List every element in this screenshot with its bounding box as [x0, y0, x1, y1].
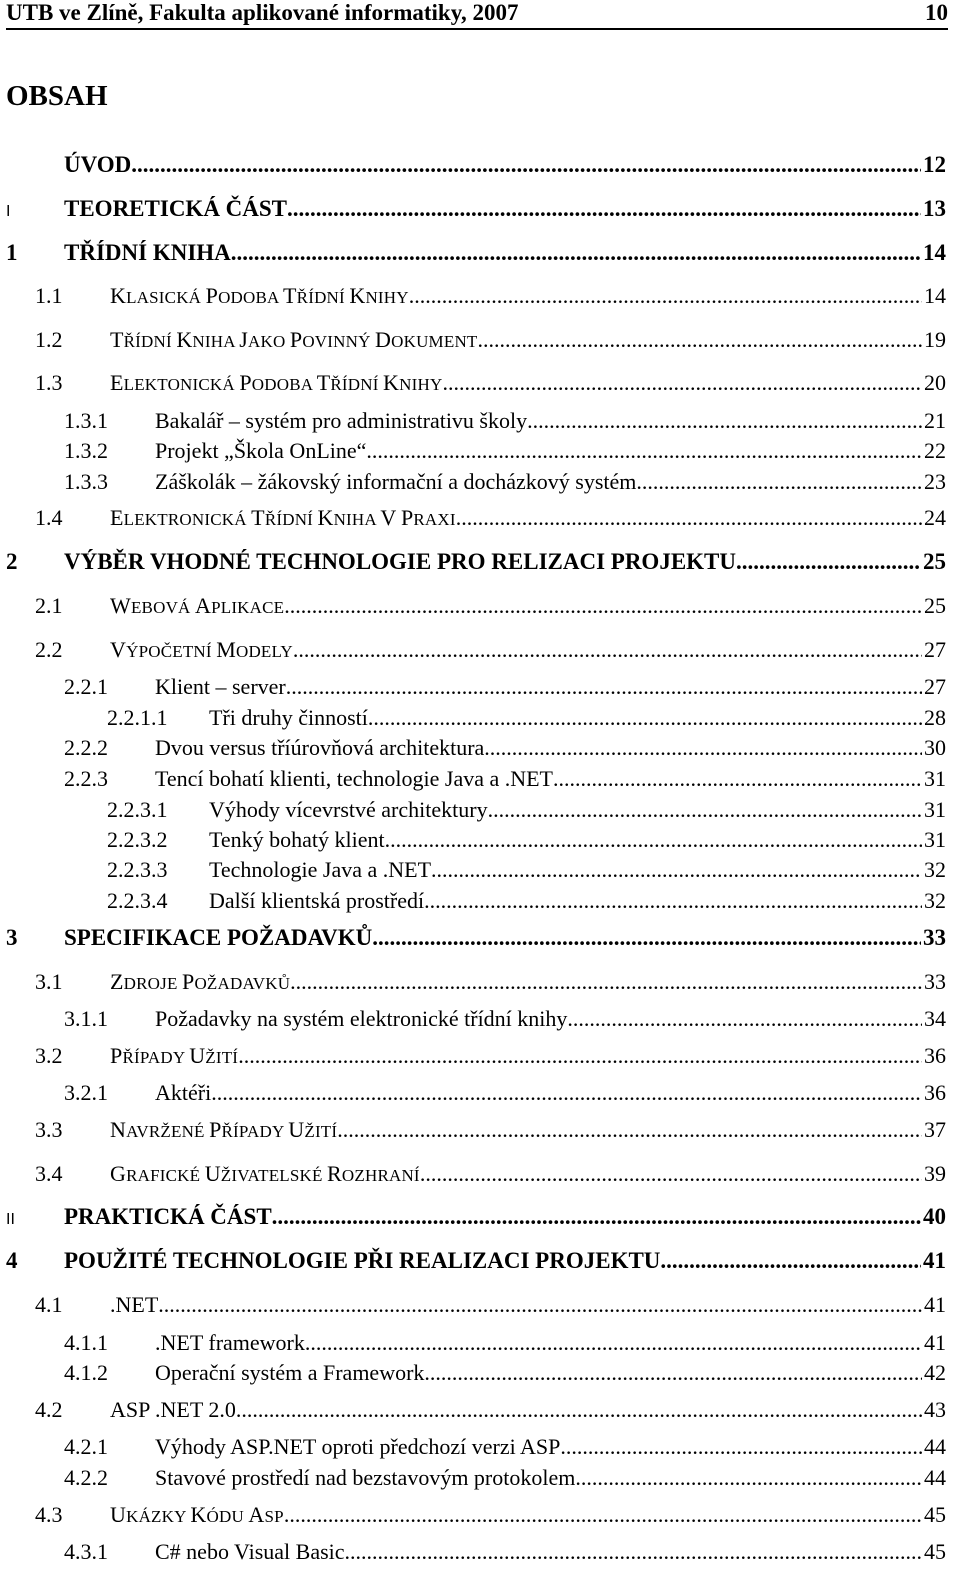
toc-entry-page: 14: [923, 240, 946, 265]
header-page-number: 10: [925, 0, 948, 25]
toc-entry-number: 4.2.1: [64, 1434, 108, 1459]
toc-leader-dots: [478, 327, 922, 353]
toc-entry-page: 13: [923, 196, 946, 221]
toc-entry-title: Tři druhy činností: [209, 705, 368, 730]
toc-entry: [64, 735, 946, 765]
toc-entry-title: SPECIFIKACE POŽADAVKŮ: [64, 925, 373, 950]
toc-entry-page: 45: [924, 1539, 946, 1564]
toc-leader-dots: [284, 1502, 922, 1528]
toc-entry-page: 21: [924, 408, 946, 433]
toc-entry: [64, 438, 946, 468]
toc-entry-page: 27: [924, 637, 946, 662]
toc-entry-number: 3.1: [35, 969, 63, 994]
toc-entry-page: 33: [923, 925, 946, 950]
toc-entry-page: 42: [924, 1360, 946, 1385]
toc-entry-title: Další klientská prostředí: [209, 888, 425, 913]
toc-leader-dots: [286, 674, 922, 700]
toc-entry-title: ASP .NET 2.0: [110, 1397, 236, 1422]
toc-entry-title: GRAFICKÉ UŽIVATELSKÉ ROZHRANÍ: [110, 1161, 420, 1186]
toc-entry: [35, 1117, 946, 1147]
toc-entry-page: 41: [923, 1248, 946, 1273]
toc-leader-dots: [420, 1161, 922, 1187]
toc-leader-dots: [442, 370, 922, 396]
toc-leader-dots: [211, 1080, 922, 1106]
toc-leader-dots: [236, 1397, 922, 1423]
toc-entry: [64, 469, 946, 499]
toc-entry-number: 2.2.3: [64, 766, 108, 791]
toc-leader-dots: [484, 735, 922, 761]
toc-entry-number: 2.2: [35, 637, 63, 662]
toc-entry: [35, 1043, 946, 1073]
toc-leader-dots: [456, 505, 922, 531]
toc-entry-number: 2: [6, 549, 18, 574]
toc-entry-page: 40: [923, 1204, 946, 1229]
toc-leader-dots: [238, 1043, 922, 1069]
toc-leader-dots: [231, 240, 921, 266]
toc-entry: [35, 1292, 946, 1322]
toc-leader-dots: [567, 1006, 922, 1032]
toc-entry-title: Stavové prostředí nad bezstavovým protokolem: [155, 1465, 576, 1490]
toc-entry-page: 24: [924, 505, 946, 530]
toc-entry-number: 1.4: [35, 505, 63, 530]
toc-entry-number: 4.3.1: [64, 1539, 108, 1564]
toc-entry-title: .NET framework: [155, 1330, 305, 1355]
toc-entry-page: 41: [924, 1330, 946, 1355]
toc-entry-number: 2.2.2: [64, 735, 108, 760]
toc-entry-page: 30: [924, 735, 946, 760]
toc-entry-page: 44: [924, 1434, 946, 1459]
toc-entry-title: VÝPOČETNÍ MODELY: [110, 637, 293, 662]
toc-entry: [64, 1539, 946, 1569]
toc-entry-number: 2.2.3.1: [107, 797, 168, 822]
toc-entry: [64, 766, 946, 796]
toc-entry-title: Požadavky na systém elektronické třídní knihy: [155, 1006, 568, 1031]
toc-entry-title: Projekt „Škola OnLine“: [155, 438, 367, 463]
toc-entry-title: Tenký bohatý klient: [209, 827, 385, 852]
toc-entry: [107, 797, 946, 827]
toc-leader-dots: [158, 1292, 922, 1318]
toc-entry-page: 32: [924, 857, 946, 882]
toc-leader-dots: [527, 408, 922, 434]
toc-entry: [6, 196, 946, 226]
toc-entry-title: UKÁZKY KÓDU ASP: [110, 1502, 284, 1527]
toc-entry-title: TŘÍDNÍ KNIHA: [64, 240, 231, 265]
toc-leader-dots: [287, 196, 921, 222]
toc-entry-page: 34: [924, 1006, 946, 1031]
toc-entry: [6, 240, 946, 270]
toc-entry-number: 3: [6, 925, 18, 950]
toc-entry: [35, 1397, 946, 1427]
toc-entry-page: 45: [924, 1502, 946, 1527]
toc-entry-number: I: [6, 203, 11, 220]
toc-entry-title: VÝBĚR VHODNÉ TECHNOLOGIE PRO RELIZACI PROJEKTU: [64, 549, 737, 574]
toc-entry: [107, 705, 946, 735]
toc-entry-number: 2.2.1.1: [107, 705, 168, 730]
toc-entry-number: 4: [6, 1248, 18, 1273]
toc-heading: OBSAH: [6, 80, 108, 112]
toc-entry-number: 2.2.1: [64, 674, 108, 699]
toc-entry-number: 4.2.2: [64, 1465, 108, 1490]
toc-entry: [107, 857, 946, 887]
toc-entry-page: 27: [924, 674, 946, 699]
toc-entry-title: Technologie Java a .NET: [209, 857, 432, 882]
toc-entry-title: Bakalář – systém pro administrativu školy: [155, 408, 528, 433]
toc-entry-number: 2.2.3.3: [107, 857, 168, 882]
toc-entry-title: PŘÍPADY UŽITÍ: [110, 1043, 239, 1068]
toc-entry-number: 4.3: [35, 1502, 63, 1527]
toc-leader-dots: [409, 283, 922, 309]
toc-leader-dots: [290, 969, 922, 995]
toc-entry-page: 28: [924, 705, 946, 730]
toc-entry-page: 33: [924, 969, 946, 994]
toc-entry-page: 36: [924, 1043, 946, 1068]
toc-leader-dots: [636, 469, 922, 495]
toc-entry: [6, 925, 946, 955]
toc-entry-title: NAVRŽENÉ PŘÍPADY UŽITÍ: [110, 1117, 338, 1142]
toc-entry-title: ELEKTONICKÁ PODOBA TŘÍDNÍ KNIHY: [110, 370, 443, 395]
toc-leader-dots: [560, 1434, 922, 1460]
toc-entry-number: 4.1: [35, 1292, 63, 1317]
toc-entry-page: 44: [924, 1465, 946, 1490]
toc-leader-dots: [368, 705, 922, 731]
toc-entry-page: 32: [924, 888, 946, 913]
toc-entry-number: 4.1.1: [64, 1330, 108, 1355]
toc-entry-number: 2.2.3.4: [107, 888, 168, 913]
toc-leader-dots: [488, 797, 922, 823]
toc-leader-dots: [345, 1539, 922, 1565]
toc-entry-page: 25: [924, 593, 946, 618]
toc-entry: [6, 152, 946, 182]
toc-leader-dots: [272, 1204, 921, 1230]
toc-entry-number: 1.2: [35, 327, 63, 352]
toc-leader-dots: [736, 549, 921, 575]
toc-entry-number: 1.3: [35, 370, 63, 395]
toc-entry-title: ZDROJE POŽADAVKŮ: [110, 969, 291, 994]
toc-entry-title: TEORETICKÁ ČÁST: [64, 196, 288, 221]
toc-entry-page: 41: [924, 1292, 946, 1317]
toc-entry-page: 39: [924, 1161, 946, 1186]
toc-entry-title: Dvou versus tříúrovňová architektura: [155, 735, 485, 760]
toc-entry-page: 25: [923, 549, 946, 574]
toc-entry-page: 31: [924, 766, 946, 791]
toc-entry-page: 43: [924, 1397, 946, 1422]
toc-entry: [35, 593, 946, 623]
toc-leader-dots: [337, 1117, 922, 1143]
toc-entry-page: 14: [924, 283, 946, 308]
toc-entry-number: 3.2: [35, 1043, 63, 1068]
toc-entry-number: 1: [6, 240, 18, 265]
toc-entry: [6, 1204, 946, 1234]
toc-entry-number: 1.3.1: [64, 408, 108, 433]
toc-entry: [107, 827, 946, 857]
toc-entry-title: Výhody vícevrstvé architektury: [209, 797, 488, 822]
toc-entry: [6, 1248, 946, 1278]
toc-entry: [35, 1502, 946, 1532]
toc-entry: [64, 1465, 946, 1495]
toc-entry-number: 1.3.3: [64, 469, 108, 494]
toc-entry-title: Aktéři: [155, 1080, 212, 1105]
toc-entry-title: Klient – server: [155, 674, 286, 699]
toc-entry: [35, 283, 946, 313]
toc-entry-title: PRAKTICKÁ ČÁST: [64, 1204, 272, 1229]
toc-leader-dots: [305, 1330, 922, 1356]
toc-leader-dots: [424, 888, 922, 914]
toc-entry: [64, 1006, 946, 1036]
toc-leader-dots: [431, 857, 922, 883]
toc-leader-dots: [372, 925, 921, 951]
toc-leader-dots: [385, 827, 922, 853]
toc-entry-page: 19: [924, 327, 946, 352]
toc-entry-page: 22: [924, 438, 946, 463]
toc-entry: [35, 1161, 946, 1191]
toc-entry: [35, 969, 946, 999]
toc-entry: [64, 1360, 946, 1390]
toc-entry: [35, 327, 946, 357]
toc-entry-title: WEBOVÁ APLIKACE: [110, 593, 285, 618]
toc-leader-dots: [424, 1360, 922, 1386]
toc-entry: [64, 1330, 946, 1360]
toc-entry-page: 31: [924, 827, 946, 852]
toc-entry-title: Výhody ASP.NET oproti předchozí verzi ASP: [155, 1434, 561, 1459]
toc-entry: [35, 637, 946, 667]
toc-entry: [64, 1434, 946, 1464]
toc-entry-title: ÚVOD: [64, 152, 132, 177]
page-header: [6, 0, 948, 30]
toc-entry-number: 3.3: [35, 1117, 63, 1142]
toc-entry-number: 4.2: [35, 1397, 63, 1422]
toc-entry-page: 23: [924, 469, 946, 494]
toc-entry: [35, 370, 946, 400]
toc-leader-dots: [575, 1465, 922, 1491]
toc-leader-dots: [553, 766, 922, 792]
toc-entry: [35, 505, 946, 535]
toc-entry: [64, 674, 946, 704]
toc-entry-title: TŘÍDNÍ KNIHA JAKO POVINNÝ DOKUMENT: [110, 327, 478, 352]
header-title: UTB ve Zlíně, Fakulta aplikované informatiky, 2007: [6, 0, 519, 25]
toc-leader-dots: [284, 593, 922, 619]
toc-leader-dots: [660, 1248, 921, 1274]
toc-entry-number: 3.2.1: [64, 1080, 108, 1105]
toc-entry-page: 20: [924, 370, 946, 395]
toc-entry-number: 1.3.2: [64, 438, 108, 463]
toc-entry: [107, 888, 946, 918]
toc-entry-number: 2.1: [35, 593, 63, 618]
toc-entry-page: 12: [923, 152, 946, 177]
toc-entry-title: C# nebo Visual Basic: [155, 1539, 345, 1564]
toc-entry-page: 37: [924, 1117, 946, 1142]
toc-entry-number: 2.2.3.2: [107, 827, 168, 852]
toc-entry-number: 3.4: [35, 1161, 63, 1186]
toc-leader-dots: [293, 637, 922, 663]
toc-entry-page: 31: [924, 797, 946, 822]
toc-entry: [64, 1080, 946, 1110]
toc-entry-title: KLASICKÁ PODOBA TŘÍDNÍ KNIHY: [110, 283, 409, 308]
toc-entry-title: POUŽITÉ TECHNOLOGIE PŘI REALIZACI PROJEKTU: [64, 1248, 661, 1273]
toc-entry-title: Tencí bohatí klienti, technologie Java a .NET: [155, 766, 553, 791]
toc-entry: [64, 408, 946, 438]
toc-entry-title: Operační systém a Framework: [155, 1360, 425, 1385]
toc-entry: [6, 549, 946, 579]
toc-entry-title: .NET: [110, 1292, 159, 1317]
toc-entry-number: 3.1.1: [64, 1006, 108, 1031]
toc-leader-dots: [366, 438, 922, 464]
toc-entry-number: 1.1: [35, 283, 63, 308]
toc-entry-title: Záškolák – žákovský informační a docházkový systém: [155, 469, 637, 494]
toc-entry-number: 4.1.2: [64, 1360, 108, 1385]
toc-leader-dots: [131, 152, 921, 178]
toc-entry-title: ELEKTRONICKÁ TŘÍDNÍ KNIHA V PRAXI: [110, 505, 456, 530]
toc-entry-number: II: [6, 1211, 15, 1228]
toc-entry-page: 36: [924, 1080, 946, 1105]
